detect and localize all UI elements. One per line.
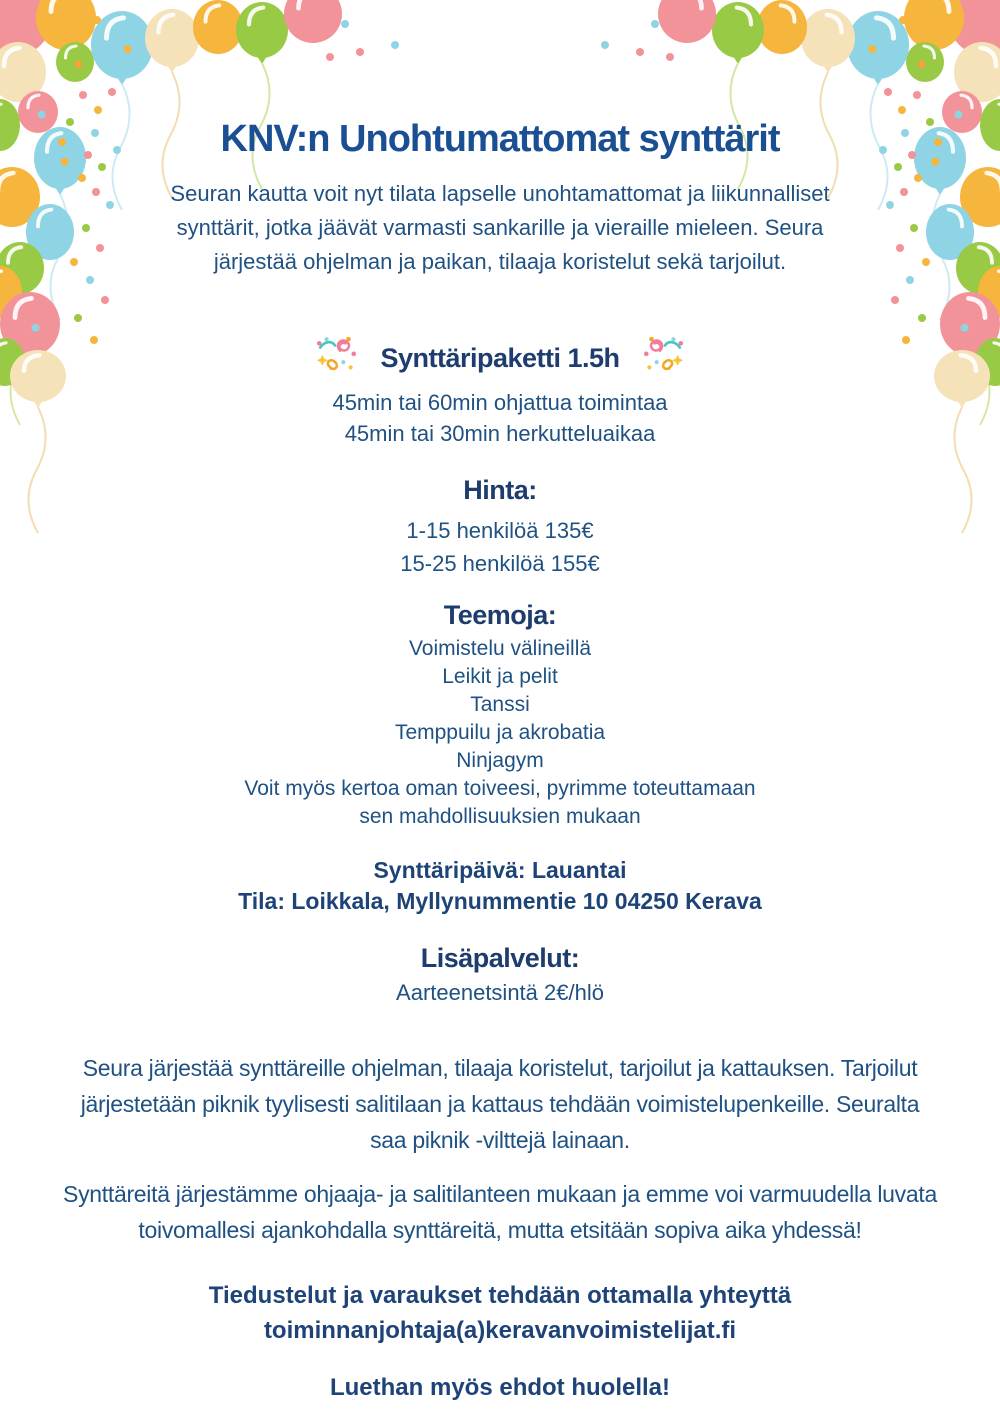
info-line: saa piknik -vilttejä lainaan. xyxy=(370,1127,630,1153)
contact-line: Tiedustelut ja varaukset tehdään ottamalla yhteyttä xyxy=(208,1282,792,1309)
price-heading: Hinta: xyxy=(463,475,537,505)
intro-line: synttärit, jotka jäävät varmasti sankarille ja vieraille mieleen. Seura xyxy=(176,215,824,240)
contact-block xyxy=(0,1278,1000,1348)
intro-paragraph xyxy=(0,177,1000,279)
package-heading-row xyxy=(0,335,1000,381)
info-paragraph-services xyxy=(0,1050,1000,1158)
theme-item: sen mahdollisuuksien mukaan xyxy=(359,805,641,828)
themes-heading: Teemoja: xyxy=(443,600,557,630)
info-line: järjestetään piknik tyylisesti salitilaan ja kattaus tehdään voimistelupenkeille. Seuralta xyxy=(80,1091,920,1117)
theme-item: Voit myös kertoa oman toiveesi, pyrimme toteuttamaan xyxy=(244,777,756,800)
extras-heading: Lisäpalvelut: xyxy=(420,943,580,973)
party-popper-icon xyxy=(640,335,686,381)
theme-item: Tanssi xyxy=(470,693,530,716)
info-line: Seura järjestää synttäreille ohjelman, tilaaja koristelut, tarjoilut ja kattauksen. Tarjoilut xyxy=(82,1055,918,1081)
theme-item: Voimistelu välineillä xyxy=(408,637,592,660)
price-line: 1-15 henkilöä 135€ xyxy=(406,518,594,543)
info-line: toivomallesi ajankohdalla synttäreitä, mutta etsitään sopiva aika yhdessä! xyxy=(138,1217,862,1243)
extras-line: Aarteenetsintä 2€/hlö xyxy=(396,980,604,1005)
package-line: 45min tai 60min ohjattua toimintaa xyxy=(332,390,668,415)
package-line: 45min tai 30min herkutteluaikaa xyxy=(344,421,656,446)
price-list xyxy=(0,514,1000,580)
package-description xyxy=(0,387,1000,449)
contact-email: toiminnanjohtaja(a)keravanvoimistelijat.fi xyxy=(263,1317,737,1344)
party-popper-icon xyxy=(314,335,360,381)
party-venue: Tila: Loikkala, Myllynummentie 10 04250 Kerava xyxy=(238,888,762,914)
theme-item: Leikit ja pelit xyxy=(442,665,558,688)
intro-line: järjestää ohjelman ja paikan, tilaaja koristelut sekä tarjoilut. xyxy=(213,249,787,274)
party-day: Synttäripäivä: Lauantai xyxy=(373,857,627,883)
theme-item: Temppuilu ja akrobatia xyxy=(394,721,606,744)
intro-line: Seuran kautta voit nyt tilata lapselle unohtamattomat ja liikunnalliset xyxy=(170,181,830,206)
extras-list xyxy=(0,978,1000,1008)
party-details xyxy=(0,855,1000,917)
theme-list xyxy=(0,635,1000,831)
theme-item: Ninjagym xyxy=(456,749,544,772)
price-line: 15-25 henkilöä 155€ xyxy=(400,551,600,576)
package-heading: Synttäripaketti 1.5h xyxy=(380,342,620,373)
page-title: KNV:n Unohtumattomat synttärit xyxy=(220,118,780,160)
footer-note: Luethan myös ehdot huolella! xyxy=(329,1374,671,1401)
info-paragraph-scheduling xyxy=(0,1176,1000,1248)
info-line: Synttäreitä järjestämme ohjaaja- ja salitilanteen mukaan ja emme voi varmuudella luvata xyxy=(63,1181,937,1207)
